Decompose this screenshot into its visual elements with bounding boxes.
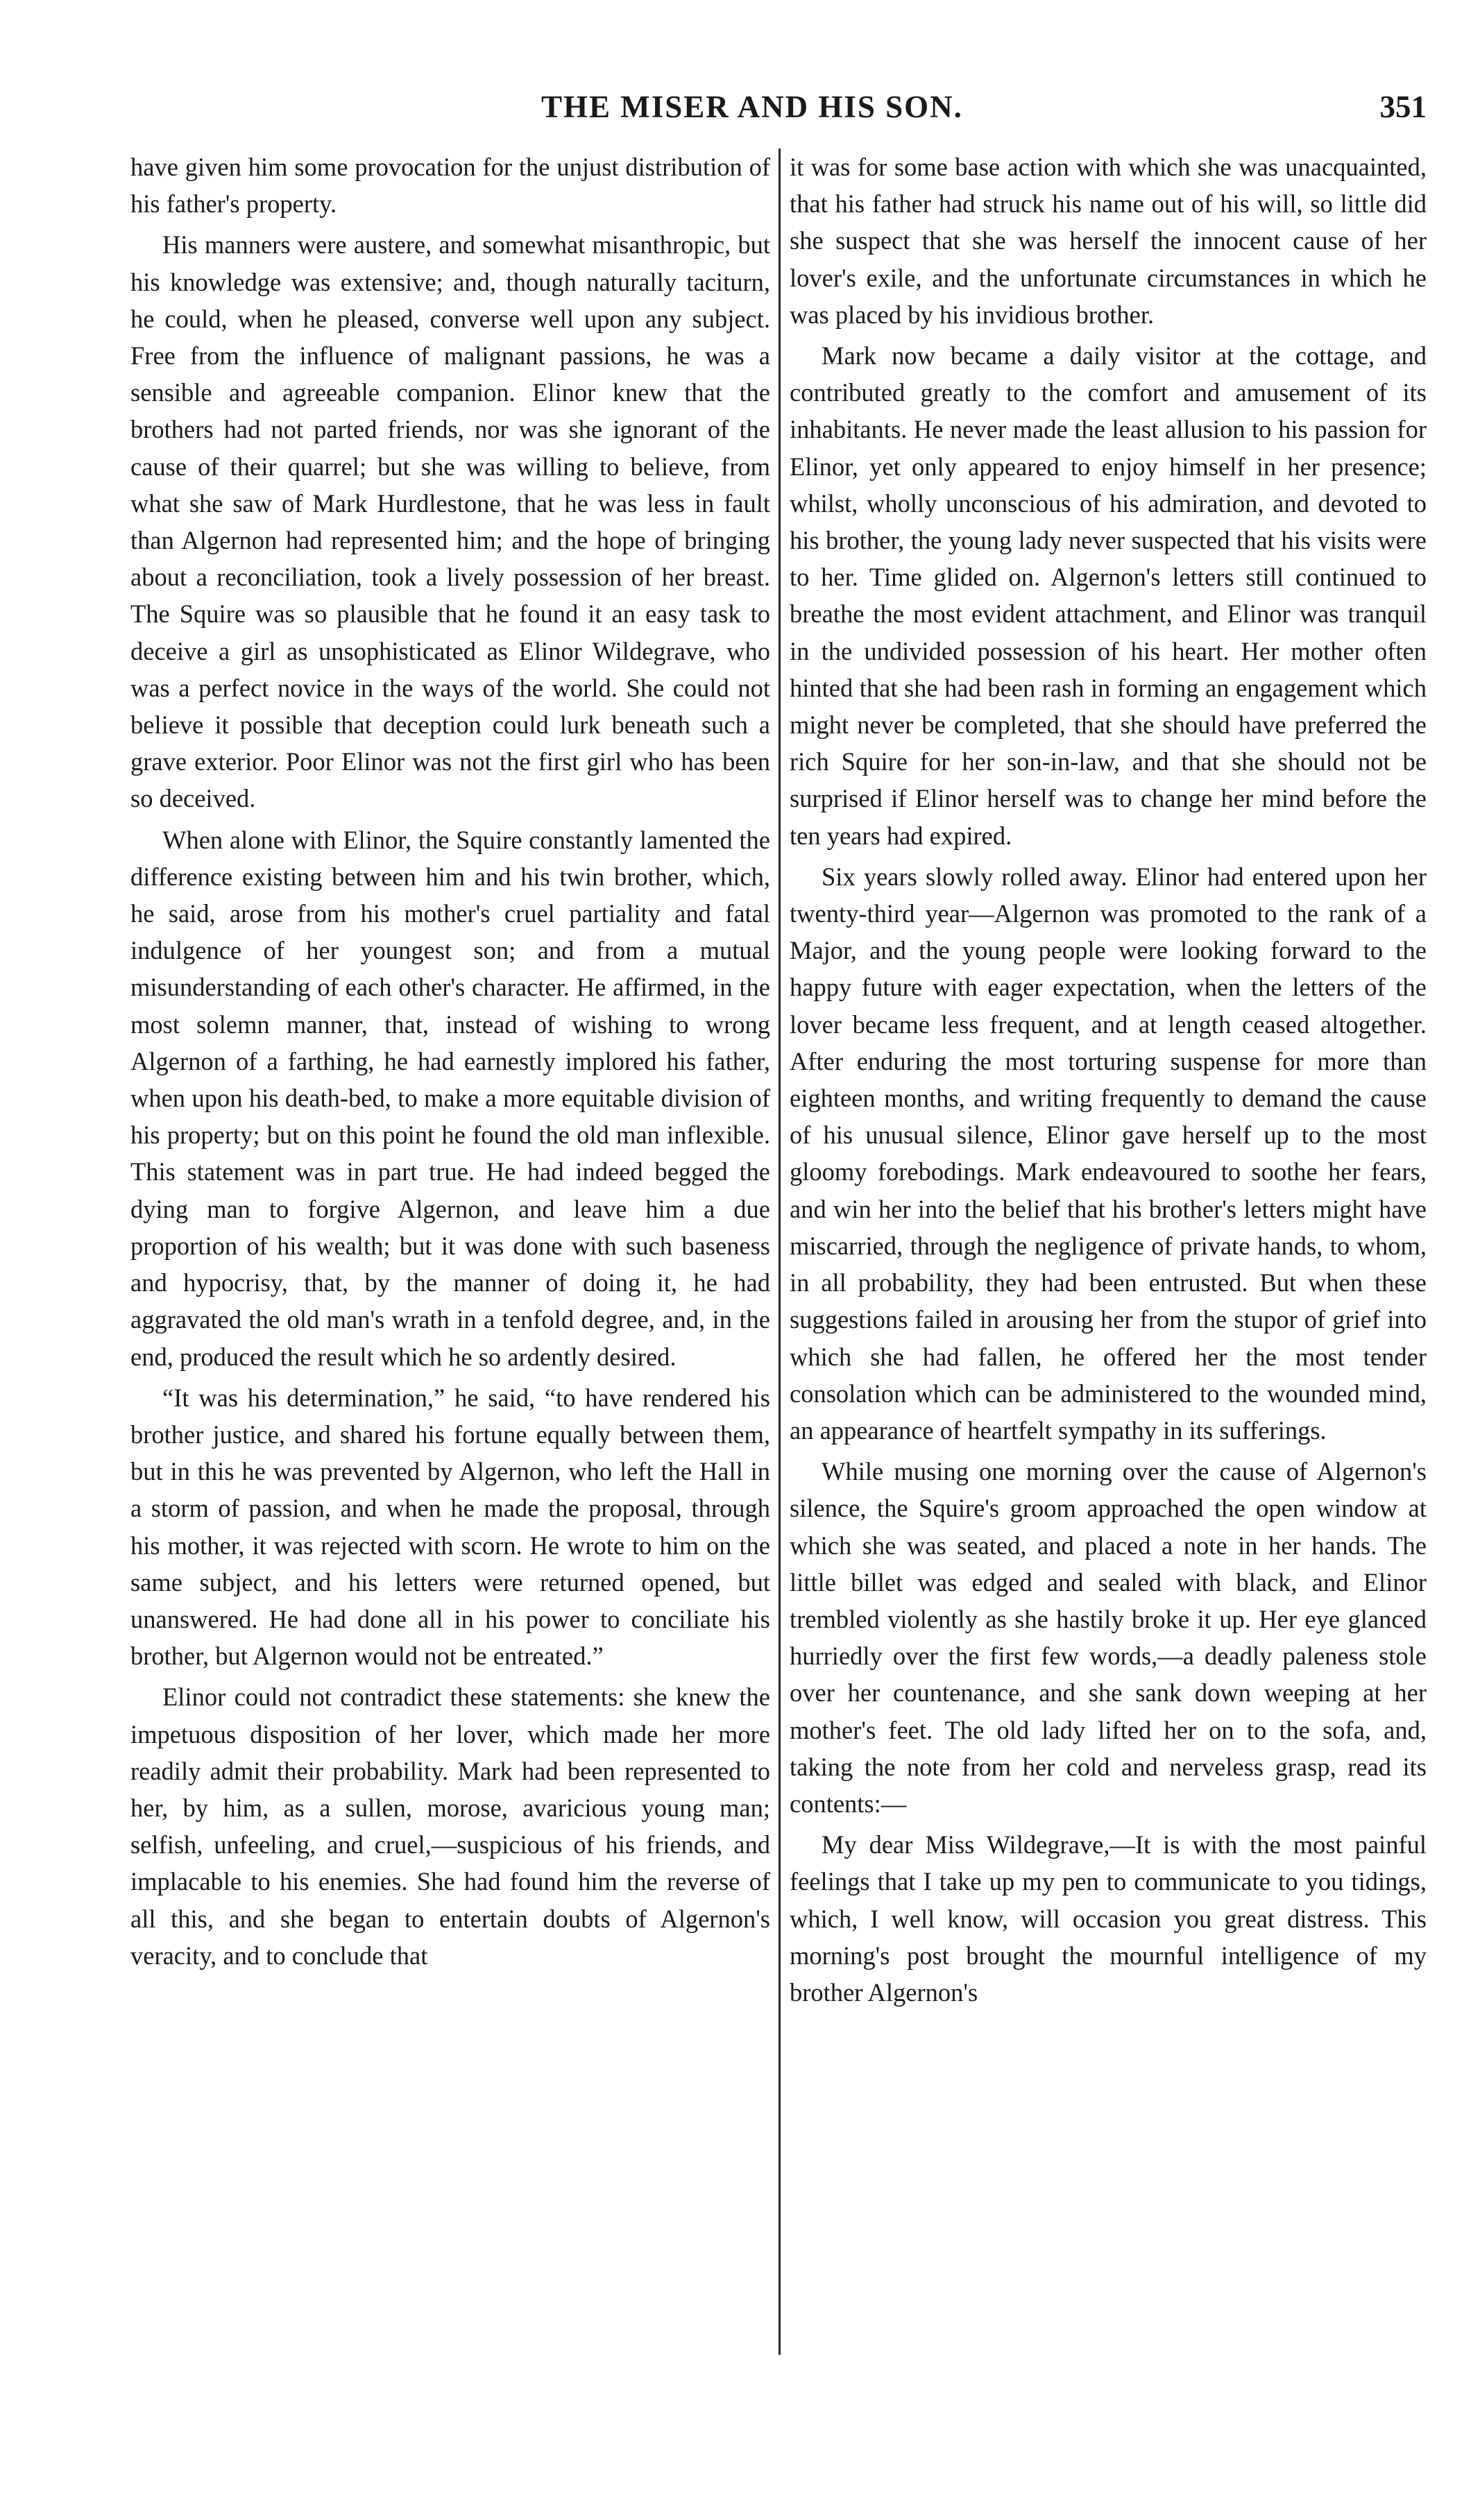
right-column: [790, 148, 1427, 2011]
running-title: THE MISER AND HIS SON.: [541, 90, 963, 124]
paragraph: have given him some provocation for the unjust distribution of his father's property.: [130, 153, 770, 219]
page-header: [130, 89, 1427, 130]
column-divider: [779, 148, 781, 2355]
paragraph: While musing one morning over the cause of Algernon's silence, the Squire's groom approached the open window at which she was seated, and placed a note in her hands. The little billet was edged and sealed with black, and Elinor trembled violently as she hastily broke it up. Her eye glanced hurriedly over the first few words,—a deadly paleness stole over her countenance, and she sank down weeping at her mother's feet. The old lady lifted her on to the sofa, and, taking the note from her cold and nerveless grasp, read its contents:—: [790, 1457, 1427, 1818]
paragraph: Six years slowly rolled away. Elinor had entered upon her twenty-third year—Algernon was promoted to the rank of a Major, and the young people were looking forward to the happy future with eager expectation, when the letters of the lover became less frequent, and at length ceased altogether. After enduring the most torturing suspense for more than eighteen months, and writing frequently to demand the cause of his unusual silence, Elinor gave herself up to the most gloomy forebodings. Mark endeavoured to soothe her fears, and win her into the belief that his brother's letters might have miscarried, through the negligence of private hands, to whom, in all probability, they had been entrusted. But when these suggestions failed in arousing her from the stupor of grief into which she had fallen, he offered her the most tender consolation which can be administered to the wounded mind, an appearance of heartfelt sympathy in its sufferings.: [790, 862, 1427, 1445]
paragraph: When alone with Elinor, the Squire constantly lamented the difference existing between him and his twin brother, which, he said, arose from his mother's cruel partiality and fatal indulgence of her youngest son; and from a mutual misunderstanding of each other's character. He affirmed, in the most solemn manner, that, instead of wishing to wrong Algernon of a farthing, he had earnestly implored his father, when upon his death-bed, to make a more equitable division of his property; but on this point he found the old man inflexible. This statement was in part true. He had indeed begged the dying man to forgive Algernon, and leave him a due proportion of his wealth; but it was done with such baseness and hypocrisy, that, by the manner of doing it, he had aggravated the old man's wrath in a tenfold degree, and, in the end, produced the result which he so ardently desired.: [130, 825, 770, 1371]
paragraph: His manners were austere, and somewhat misanthropic, but his knowledge was extensive; and, though naturally taciturn, he could, when he pleased, converse well upon any subject. Free from the influence of malignant passions, he was a sensible and agreeable companion. Elinor knew that the brothers had not parted friends, nor was she ignorant of the cause of their quarrel; but she was willing to believe, from what she saw of Mark Hurdlestone, that he was less in fault than Algernon had represented him; and the hope of bringing about a reconciliation, took a lively possession of her breast. The Squire was so plausible that he found it an easy task to deceive a girl as unsophisticated as Elinor Wildegrave, who was a perfect novice in the ways of the world. She could not believe it possible that deception could lurk beneath such a grave exterior. Poor Elinor was not the first girl who has been so deceived.: [130, 230, 770, 813]
paragraph: My dear Miss Wildegrave,—It is with the most painful feelings that I take up my pen to communicate to you tidings, which, I well know, will occasion you great distress. This morning's post brought the mournful intelligence of my brother Algernon's: [790, 1830, 1427, 2007]
paragraph: Mark now became a daily visitor at the cottage, and contributed greatly to the comfort and amusement of its inhabitants. He never made the least allusion to his passion for Elinor, yet only appeared to enjoy himself in her presence; whilst, wholly unconscious of his admiration, and devoted to his brother, the young lady never suspected that his visits were to her. Time glided on. Algernon's letters still continued to breathe the most evident attachment, and Elinor was tranquil in the undivided possession of his heart. Her mother often hinted that she had been rash in forming an engagement which might never be completed, that she should have preferred the rich Squire for her son-in-law, and that she should not be surprised if Elinor herself was to change her mind before the ten years had expired.: [790, 341, 1427, 850]
paragraph: Elinor could not contradict these statements: she knew the impetuous disposition of her lover, which made her more readily admit their probability. Mark had been represented to her, by him, as a sullen, morose, avaricious young man; selfish, unfeeling, and cruel,—suspicious of his friends, and implacable to his enemies. She had found him the reverse of all this, and she began to entertain doubts of Algernon's veracity, and to conclude that: [130, 1683, 770, 1970]
paragraph: “It was his determination,” he said, “to have rendered his brother justice, and shared his fortune equally between them, but in this he was prevented by Algernon, who left the Hall in a storm of passion, and when he made the proposal, through his mother, it was rejected with scorn. He wrote to him on the same subject, and his letters were returned opened, but unanswered. He had done all in his power to conciliate his brother, but Algernon would not be entreated.”: [130, 1383, 770, 1671]
page-number: 351: [1379, 90, 1427, 124]
left-column: [130, 148, 770, 1974]
paragraph: it was for some base action with which she was unacquainted, that his father had struck his name out of his will, so little did she suspect that she was herself the innocent cause of her lover's exile, and the unfortunate circumstances in which he was placed by his invidious brother.: [790, 153, 1427, 329]
